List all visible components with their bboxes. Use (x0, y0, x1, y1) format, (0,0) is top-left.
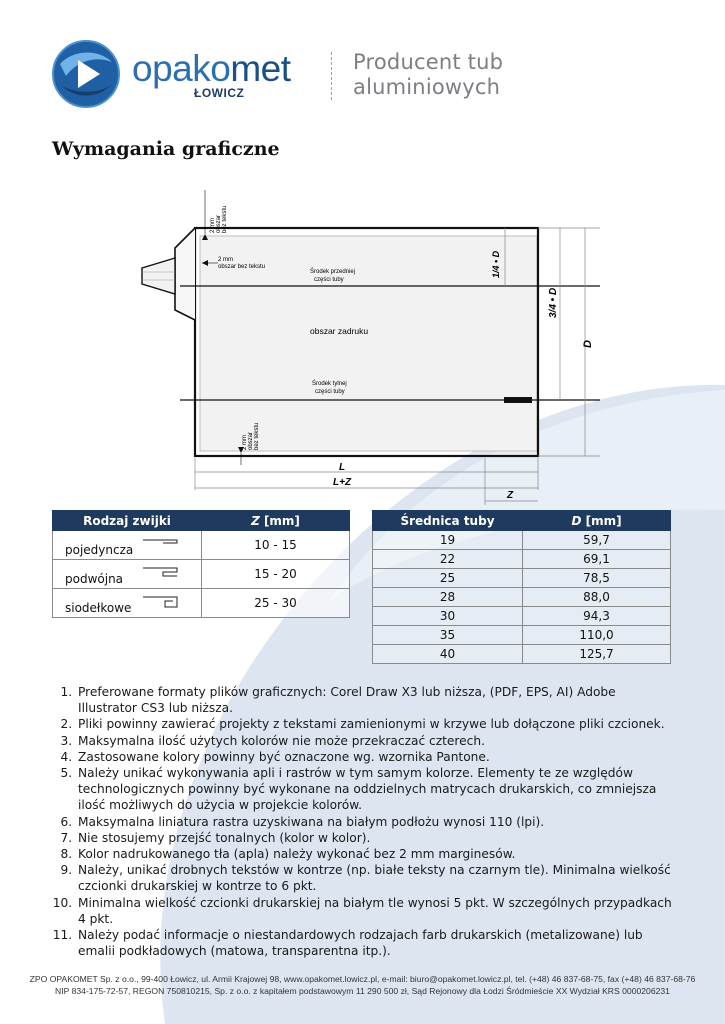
label-obszar-top: obszar (216, 214, 222, 233)
tube-size: 30 (373, 607, 523, 626)
label-back-1: Środek tylnej (312, 381, 347, 387)
table-row (373, 531, 671, 550)
table-row (53, 531, 350, 560)
list-item: 10. Minimalna wielkość czcionki drukarskiej na białym tle wynosi 5 pkt. W szczególnych przypadkach 4 pkt. (76, 895, 677, 927)
dim-three-quarter-d: 3/4 • D (548, 287, 559, 318)
footer-line-1: ZPO OPAKOMET Sp. z o.o., 99-400 Łowicz, ul. Armii Krajowej 98, www.opakomet.lowicz.pl, e-mail: biuro@opakomet.lowicz.pl, tel. (+48) 46 837-68-75, fax (+48) 46 837-68-76 (29, 974, 696, 984)
tube-d: 94,3 (523, 607, 671, 626)
diameter-col-tube: Średnica tuby (373, 511, 523, 531)
dim-lz: L+Z (333, 477, 352, 488)
fold-type-table (52, 510, 350, 618)
list-item: 3. Maksymalna ilość użytych kolorów nie może przekraczać czterech. (76, 733, 677, 749)
tube-size: 19 (373, 531, 523, 550)
page-title: Wymagania graficzne (52, 138, 280, 160)
tagline (353, 50, 503, 100)
list-item: 7. Nie stosujemy przejść tonalnych (kolor w kolor). (76, 830, 677, 846)
table-row (53, 589, 350, 618)
tube-d: 110,0 (523, 626, 671, 645)
list-item: 11. Należy podać informacje o niestandardowych rodzajach farb drukarskich (metalizowane) lub emalii podkładowych (matowa, transparentna itp.). (76, 927, 677, 959)
fold-type-label: siodełkowe (65, 601, 132, 615)
tube-d: 125,7 (523, 645, 671, 664)
tube-size: 22 (373, 550, 523, 569)
label-obszar-bottom: obszar (248, 431, 254, 450)
table-row (373, 569, 671, 588)
tube-diagram (130, 190, 610, 505)
table-row (53, 560, 350, 589)
diameter-table (372, 510, 671, 664)
fold-value: 25 - 30 (202, 589, 350, 618)
table-row (373, 607, 671, 626)
dim-quarter-d: 1/4 • D (491, 250, 501, 278)
brand-location: ŁOWICZ (194, 86, 245, 100)
tagline-line-1: Producent tub (353, 50, 504, 74)
double-fold-icon (143, 566, 183, 578)
label-print-area: obszar zadruku (310, 326, 369, 336)
list-item: 4. Zastosowane kolory powinny być oznaczone wg. wzornika Pantone. (76, 749, 677, 765)
footer (0, 973, 725, 997)
label-back-2: części tuby (315, 389, 345, 395)
fold-type-label: pojedyncza (65, 543, 134, 557)
list-item: 9. Należy, unikać drobnych tekstów w kontrze (np. białe teksty na czarnym tle). Minimalna wielkość czcionki drukarskiej w kontrze to 6 pkt. (76, 862, 677, 894)
tube-size: 40 (373, 645, 523, 664)
logo-icon (52, 40, 120, 108)
diameter-col-d: D [mm] (523, 511, 671, 531)
label-2mm-left: 2 mm (218, 257, 233, 263)
table-row (373, 626, 671, 645)
dim-l: L (339, 462, 346, 473)
single-fold-icon (143, 537, 183, 545)
label-bez-top: bez tekstu (222, 205, 228, 233)
label-obszar-left: obszar bez tekstu (218, 264, 266, 270)
fold-type-label: podwójna (65, 572, 124, 586)
table-row (373, 588, 671, 607)
tube-size: 25 (373, 569, 523, 588)
fold-value: 10 - 15 (202, 531, 350, 560)
tube-d: 88,0 (523, 588, 671, 607)
fold-col-z: Z [mm] (202, 511, 350, 531)
tube-size: 35 (373, 626, 523, 645)
list-item: 5. Należy unikać wykonywania apli i rastrów w tym samym kolorze. Elementy te ze względów technologicznych powinny być wykonane na oddzielnych matrycach drukarskich, co zmniejsza ilość możliwych do użycia w projekcie kolorów. (76, 765, 677, 814)
tube-size: 28 (373, 588, 523, 607)
tagline-line-2: aluminiowych (353, 75, 501, 99)
tube-d: 69,1 (523, 550, 671, 569)
tube-d: 78,5 (523, 569, 671, 588)
saddle-fold-icon (143, 595, 183, 609)
list-item: 6. Maksymalna liniatura rastra uzyskiwana na białym podłożu wynosi 110 (lpi). (76, 814, 677, 830)
table-row (373, 645, 671, 664)
label-2mm-bottom: 2 mm (242, 435, 248, 450)
brand-name: opakomet (132, 48, 291, 89)
dim-d: D (582, 340, 594, 348)
requirements-list (52, 684, 677, 959)
label-front-1: Środek przedniej (310, 269, 356, 275)
label-bez-bottom: bez tekstu (254, 422, 260, 450)
table-row (373, 550, 671, 569)
tube-d: 59,7 (523, 531, 671, 550)
footer-line-2: NIP 834-175-72-57, REGON 750810215, Sp. z o.o. z kapitałem podstawowym 11 290 500 zł, Sąd Rejonowy dla Łodzi Śródmieście XX Wydział KRS 0000206231 (55, 986, 670, 996)
fold-value: 15 - 20 (202, 560, 350, 589)
label-2mm-top: 2 mm (210, 218, 216, 233)
fold-col-type: Rodzaj zwijki (53, 511, 202, 531)
list-item: 1. Preferowane formaty plików graficznych: Corel Draw X3 lub niższa, (PDF, EPS, AI) Adobe Illustrator CS3 lub niższa. (76, 684, 677, 716)
label-front-2: części tuby (314, 277, 344, 283)
list-item: 8. Kolor nadrukowanego tła (apla) należy wykonać bez 2 mm marginesów. (76, 846, 677, 862)
header-divider (331, 52, 332, 100)
dim-z: Z (507, 490, 514, 501)
list-item: 2. Pliki powinny zawierać projekty z tekstami zamienionymi w krzywe lub dołączone pliki czcionek. (76, 716, 677, 732)
